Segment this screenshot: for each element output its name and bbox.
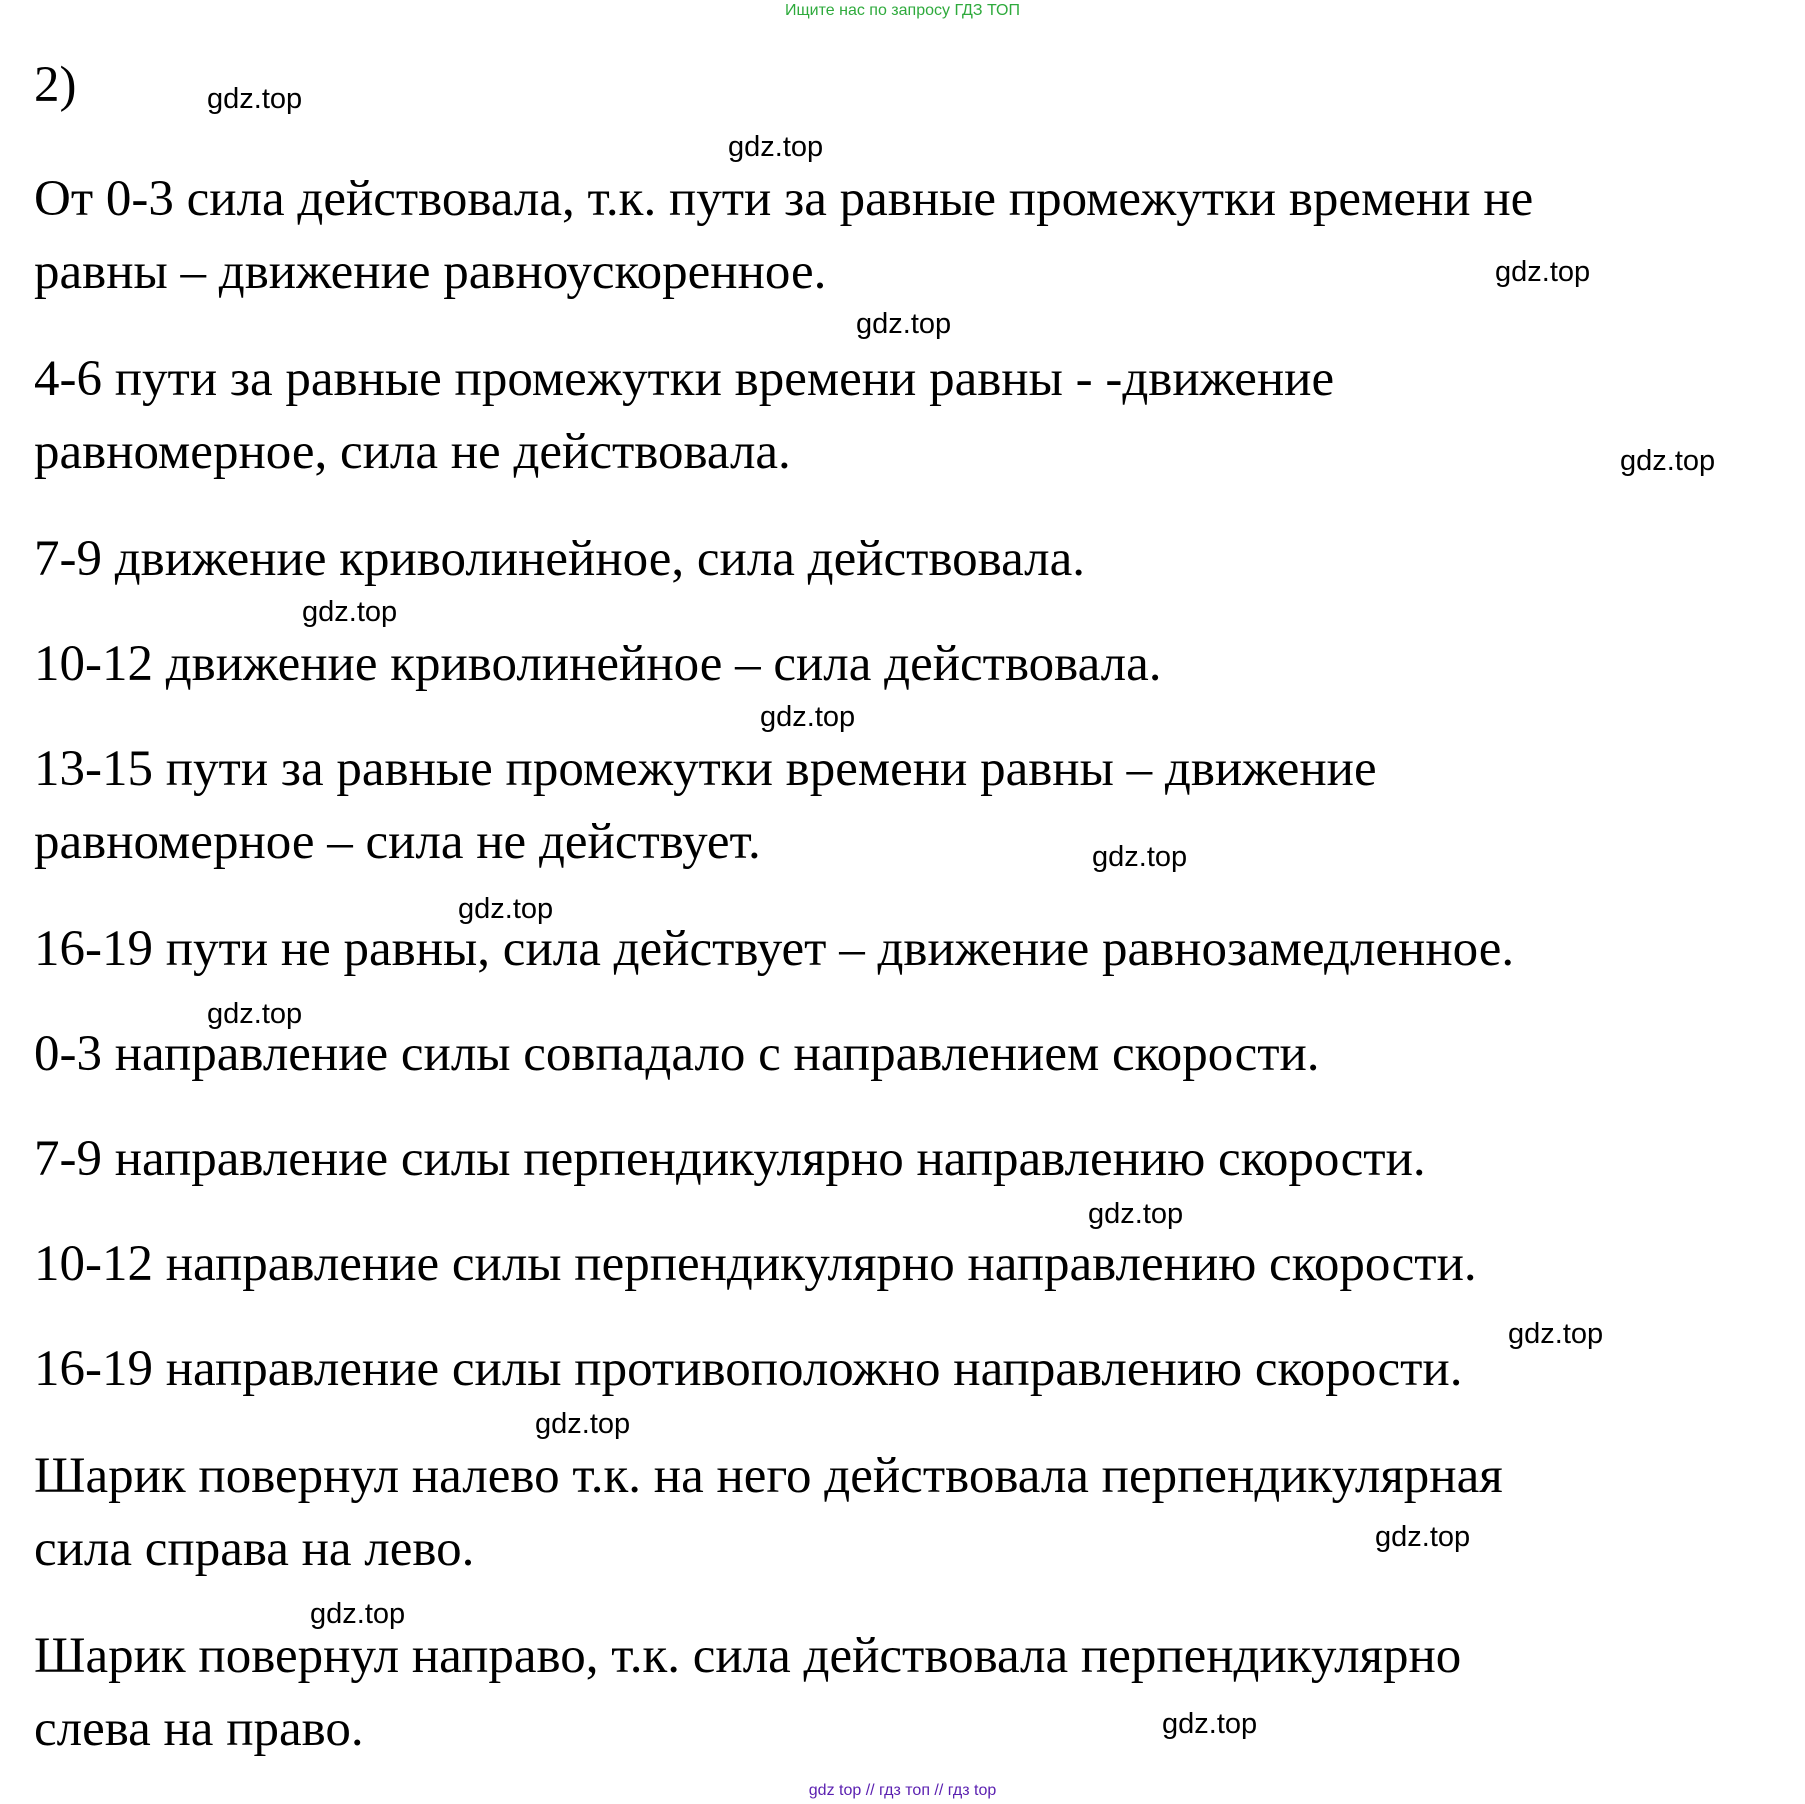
watermark: gdz.top (535, 1408, 631, 1440)
paragraph-12-line-2: слева на право. (34, 1701, 364, 1757)
paragraph-3-line-1: 7-9 движение криволинейное, сила действовала. (34, 531, 1086, 587)
paragraph-11-line-1: Шарик повернул налево т.к. на него действовала перпендикулярная (34, 1448, 1503, 1504)
paragraph-2 (34, 343, 1334, 489)
paragraph-9-line-1: 10-12 направление силы перпендикулярно направлению скорости. (34, 1236, 1477, 1292)
paragraph-10-line-1: 16-19 направление силы противоположно направлению скорости. (34, 1341, 1463, 1397)
paragraph-2-line-1: 4-6 пути за равные промежутки времени равны - -движение (34, 351, 1335, 407)
watermark: gdz.top (760, 701, 856, 733)
paragraph-2-line-2: равномерное, сила не действовала. (34, 424, 791, 480)
footer-links[interactable]: gdz top // гдз топ // гдз top (808, 1782, 997, 1799)
paragraph-9 (34, 1228, 1477, 1301)
paragraph-7-line-1: 0-3 направление силы совпадало с направлением скорости. (34, 1026, 1320, 1082)
watermark: gdz.top (1620, 445, 1716, 477)
paragraph-12 (34, 1620, 1461, 1766)
paragraph-4-line-1: 10-12 движение криволинейное – сила действовала. (34, 636, 1162, 692)
watermark: gdz.top (1092, 841, 1188, 873)
watermark: gdz.top (207, 998, 303, 1030)
paragraph-5-line-2: равномерное – сила не действует. (34, 814, 761, 870)
watermark: gdz.top (1375, 1521, 1471, 1553)
paragraph-8-line-1: 7-9 направление силы перпендикулярно направлению скорости. (34, 1131, 1426, 1187)
paragraph-1-line-1: От 0-3 сила действовала, т.к. пути за равные промежутки времени не (34, 171, 1534, 227)
paragraph-3 (34, 523, 1085, 596)
paragraph-4 (34, 628, 1162, 701)
section-label: 2) (34, 57, 77, 113)
watermark: gdz.top (207, 83, 303, 115)
paragraph-1-line-2: равны – движение равноускоренное. (34, 244, 827, 300)
paragraph-12-line-1: Шарик повернул направо, т.к. сила действовала перпендикулярно (34, 1628, 1462, 1684)
watermark: gdz.top (310, 1598, 406, 1630)
watermark: gdz.top (1088, 1198, 1184, 1230)
paragraph-11-line-2: сила справа на лево. (34, 1521, 475, 1577)
watermark: gdz.top (1162, 1708, 1258, 1740)
paragraph-10 (34, 1333, 1462, 1406)
paragraph-11 (34, 1440, 1503, 1586)
paragraph-5-line-1: 13-15 пути за равные промежутки времени равны – движение (34, 741, 1377, 797)
watermark: gdz.top (458, 893, 554, 925)
watermark: gdz.top (1508, 1318, 1604, 1350)
paragraph-6-line-1: 16-19 пути не равны, сила действует – движение равнозамедленное. (34, 921, 1515, 977)
watermark: gdz.top (856, 308, 952, 340)
watermark: gdz.top (728, 131, 824, 163)
paragraph-8 (34, 1123, 1426, 1196)
watermark: gdz.top (1495, 256, 1591, 288)
watermark: gdz.top (302, 596, 398, 628)
paragraph-1 (34, 163, 1533, 309)
header-search-hint[interactable]: Ищите нас по запросу ГДЗ ТОП (785, 2, 1020, 19)
paragraph-6 (34, 913, 1514, 986)
